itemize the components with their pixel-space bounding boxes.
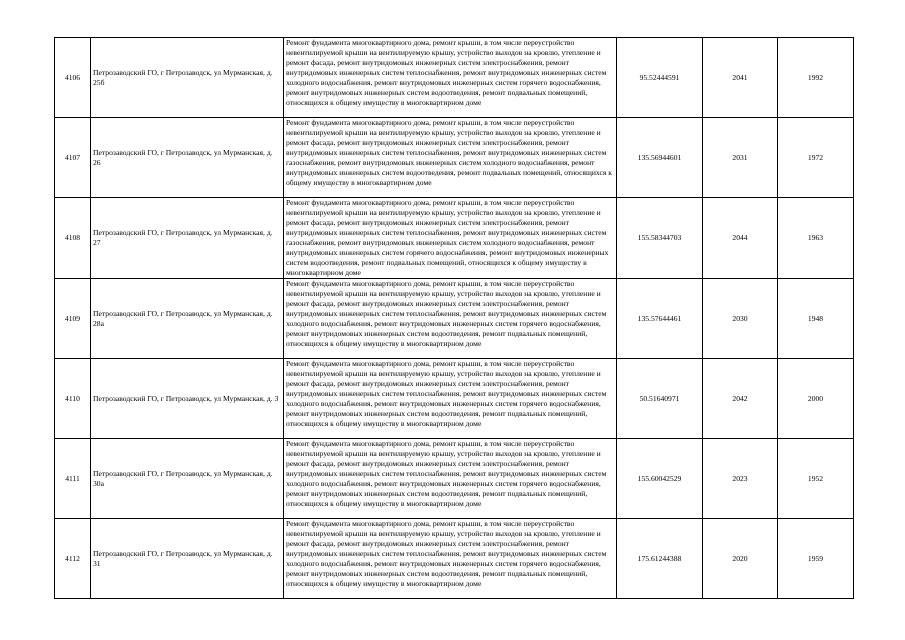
built-year-cell: 1959 bbox=[778, 519, 854, 599]
works-cell: Ремонт фундамента многоквартирного дома, ремонт крыши, в том числе переустройство невентилируемой крыши на вентилируемую крышу, устройство выходов на кровлю, утепление и ремонт фасада, ремонт внутридомовых инженерных систем электроснабжения, ремонт внутридомовых инженерных систем теплоснабжения, ремонт внутридомовых инженерных систем холодного водоснабжения, ремонт внутридомовых инженерных систем горячего водоснабжения, ремонт внутридомовых инженерных систем водоотведения, ремонт подвальных помещений, относящихся к общему имуществу в многоквартирном доме bbox=[284, 279, 617, 359]
row-number: 4106 bbox=[55, 38, 91, 118]
address-cell: Петрозаводский ГО, г Петрозаводск, ул Мурманская, д. 26 bbox=[91, 118, 284, 198]
table-row bbox=[55, 118, 854, 198]
address-cell: Петрозаводский ГО, г Петрозаводск, ул Мурманская, д. 27 bbox=[91, 198, 284, 279]
works-cell: Ремонт фундамента многоквартирного дома, ремонт крыши, в том числе переустройство невентилируемой крыши на вентилируемую крышу, устройство выходов на кровлю, утепление и ремонт фасада, ремонт внутридомовых инженерных систем электроснабжения, ремонт внутридомовых инженерных систем теплоснабжения, ремонт внутридомовых инженерных систем холодного водоснабжения, ремонт внутридомовых инженерных систем горячего водоснабжения, ремонт внутридомовых инженерных систем водоотведения, ремонт подвальных помещений, относящихся к общему имуществу в многоквартирном доме bbox=[284, 519, 617, 599]
row-number: 4111 bbox=[55, 439, 91, 519]
row-number: 4108 bbox=[55, 198, 91, 279]
table-row bbox=[55, 279, 854, 359]
built-year-cell: 2000 bbox=[778, 359, 854, 439]
value-cell: 155.58344703 bbox=[617, 198, 703, 279]
works-cell: Ремонт фундамента многоквартирного дома, ремонт крыши, в том числе переустройство невентилируемой крыши на вентилируемую крышу, устройство выходов на кровлю, утепление и ремонт фасада, ремонт внутридомовых инженерных систем электроснабжения, ремонт внутридомовых инженерных систем теплоснабжения, ремонт внутридомовых инженерных систем газоснабжения, ремонт внутридомовых инженерных систем холодного водоснабжения, ремонт внутридомовых инженерных систем водоотведения, ремонт подвальных помещений, относящихся к общему имуществу в многоквартирном доме bbox=[284, 118, 617, 198]
value-cell: 155.60042529 bbox=[617, 439, 703, 519]
row-number: 4110 bbox=[55, 359, 91, 439]
capital-repair-table bbox=[54, 37, 854, 599]
table-row bbox=[55, 439, 854, 519]
planned-year-cell: 2031 bbox=[703, 118, 778, 198]
address-cell: Петрозаводский ГО, г Петрозаводск, ул Мурманская, д. 3 bbox=[91, 359, 284, 439]
works-cell: Ремонт фундамента многоквартирного дома, ремонт крыши, в том числе переустройство невентилируемой крыши на вентилируемую крышу, устройство выходов на кровлю, утепление и ремонт фасада, ремонт внутридомовых инженерных систем электроснабжения, ремонт внутридомовых инженерных систем теплоснабжения, ремонт внутридомовых инженерных систем холодного водоснабжения, ремонт внутридомовых инженерных систем горячего водоснабжения, ремонт внутридомовых инженерных систем водоотведения, ремонт подвальных помещений, относящихся к общему имуществу в многоквартирном доме bbox=[284, 38, 617, 118]
address-cell: Петрозаводский ГО, г Петрозаводск, ул Мурманская, д. 31 bbox=[91, 519, 284, 599]
planned-year-cell: 2042 bbox=[703, 359, 778, 439]
value-cell: 135.57644461 bbox=[617, 279, 703, 359]
planned-year-cell: 2044 bbox=[703, 198, 778, 279]
planned-year-cell: 2030 bbox=[703, 279, 778, 359]
value-cell: 135.56944601 bbox=[617, 118, 703, 198]
table-row bbox=[55, 198, 854, 279]
address-cell: Петрозаводский ГО, г Петрозаводск, ул Мурманская, д. 28а bbox=[91, 279, 284, 359]
planned-year-cell: 2020 bbox=[703, 519, 778, 599]
address-cell: Петрозаводский ГО, г Петрозаводск, ул Мурманская, д. 30а bbox=[91, 439, 284, 519]
works-cell: Ремонт фундамента многоквартирного дома, ремонт крыши, в том числе переустройство невентилируемой крыши на вентилируемую крышу, устройство выходов на кровлю, утепление и ремонт фасада, ремонт внутридомовых инженерных систем электроснабжения, ремонт внутридомовых инженерных систем теплоснабжения, ремонт внутридомовых инженерных систем холодного водоснабжения, ремонт внутридомовых инженерных систем горячего водоснабжения, ремонт внутридомовых инженерных систем водоотведения, ремонт подвальных помещений, относящихся к общему имуществу в многоквартирном доме bbox=[284, 359, 617, 439]
value-cell: 175.61244388 bbox=[617, 519, 703, 599]
value-cell: 50.51640971 bbox=[617, 359, 703, 439]
address-cell: Петрозаводский ГО, г Петрозаводск, ул Мурманская, д. 25б bbox=[91, 38, 284, 118]
table-row bbox=[55, 38, 854, 118]
value-cell: 95.52444591 bbox=[617, 38, 703, 118]
planned-year-cell: 2041 bbox=[703, 38, 778, 118]
works-cell: Ремонт фундамента многоквартирного дома, ремонт крыши, в том числе переустройство невентилируемой крыши на вентилируемую крышу, устройство выходов на кровлю, утепление и ремонт фасада, ремонт внутридомовых инженерных систем электроснабжения, ремонт внутридомовых инженерных систем теплоснабжения, ремонт внутридомовых инженерных систем газоснабжения, ремонт внутридомовых инженерных систем холодного водоснабжения, ремонт внутридомовых инженерных систем горячего водоснабжения, ремонт внутридомовых инженерных систем водоотведения, ремонт подвальных помещений, относящихся к общему имуществу в многоквартирном доме bbox=[284, 198, 617, 279]
planned-year-cell: 2023 bbox=[703, 439, 778, 519]
table-row bbox=[55, 359, 854, 439]
row-number: 4109 bbox=[55, 279, 91, 359]
table-row bbox=[55, 519, 854, 599]
row-number: 4107 bbox=[55, 118, 91, 198]
built-year-cell: 1952 bbox=[778, 439, 854, 519]
built-year-cell: 1992 bbox=[778, 38, 854, 118]
built-year-cell: 1963 bbox=[778, 198, 854, 279]
works-cell: Ремонт фундамента многоквартирного дома, ремонт крыши, в том числе переустройство невентилируемой крыши на вентилируемую крышу, устройство выходов на кровлю, утепление и ремонт фасада, ремонт внутридомовых инженерных систем электроснабжения, ремонт внутридомовых инженерных систем теплоснабжения, ремонт внутридомовых инженерных систем холодного водоснабжения, ремонт внутридомовых инженерных систем горячего водоснабжения, ремонт внутридомовых инженерных систем водоотведения, ремонт подвальных помещений, относящихся к общему имуществу в многоквартирном доме bbox=[284, 439, 617, 519]
row-number: 4112 bbox=[55, 519, 91, 599]
built-year-cell: 1948 bbox=[778, 279, 854, 359]
built-year-cell: 1972 bbox=[778, 118, 854, 198]
